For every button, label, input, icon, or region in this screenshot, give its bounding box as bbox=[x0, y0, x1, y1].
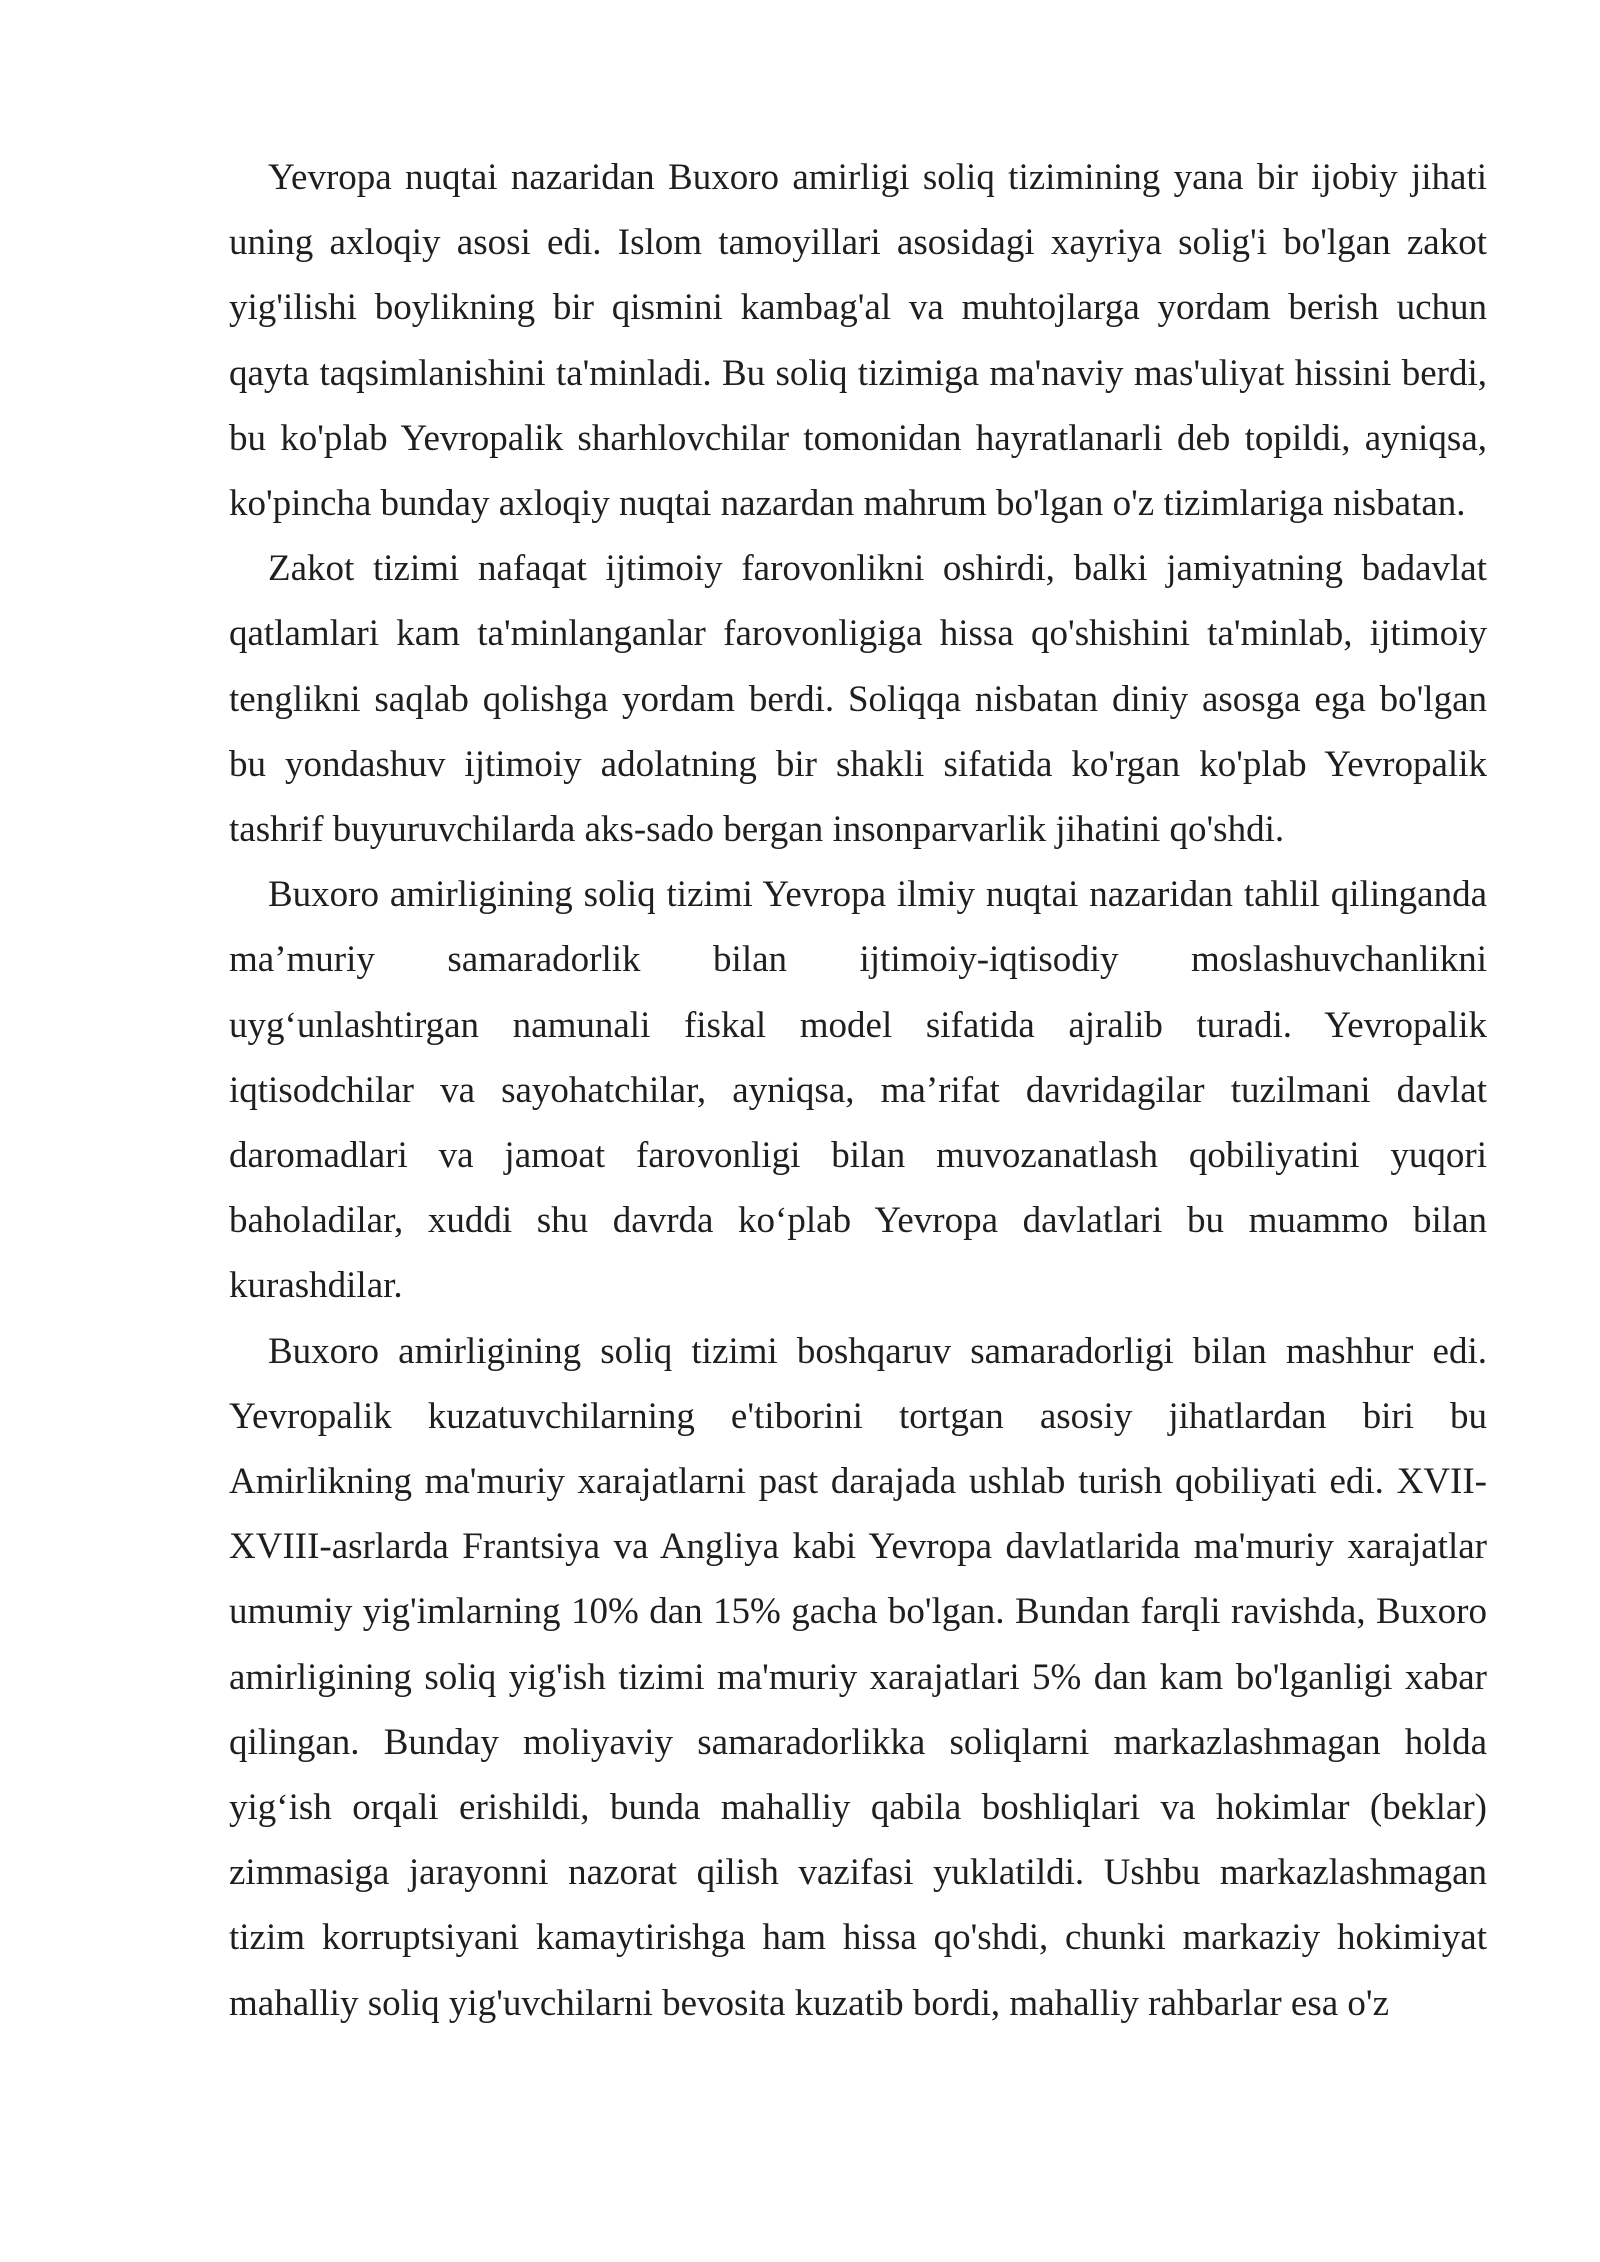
document-page bbox=[229, 145, 1487, 2036]
paragraph-zakot-moral-basis: Yevropa nuqtai nazaridan Buxoro amirligi soliq tizimining yana bir ijobiy jihati uning axloqiy asosi edi. Islom tamoyillari asosidagi xayriya solig'i bo'lgan zakot yig'ilishi boylikning bir qismini kambag'al va muhtojlarga yordam berish uchun qayta taqsimlanishini ta'minladi. Bu soliq tizimiga ma'naviy mas'uliyat hissini berdi, bu ko'plab Yevropalik sharhlovchilar tomonidan hayratlanarli deb topildi, ayniqsa, ko'pincha bunday axloqiy nuqtai nazardan mahrum bo'lgan o'z tizimlariga nisbatan. bbox=[229, 157, 1487, 525]
paragraph-fiscal-model: Buxoro amirligining soliq tizimi Yevropa ilmiy nuqtai nazaridan tahlil qilinganda ma’muriy samaradorlik bilan ijtimoiy-iqtisodiy moslashuvchanlikni uyg‘unlashtirgan namunali fiskal model sifatida ajralib turadi. Yevropalik iqtisodchilar va sayohatchilar, ayniqsa, ma’rifat davridagilar tuzilmani davlat daromadlari va jamoat farovonligi bilan muvozanatlash qobiliyatini yuqori baholadilar, xuddi shu davrda ko‘plab Yevropa davlatlari bu muammo bilan kurashdilar. bbox=[229, 874, 1487, 1307]
paragraph-administrative-efficiency: Buxoro amirligining soliq tizimi boshqaruv samaradorligi bilan mashhur edi. Yevropalik kuzatuvchilarning e'tiborini tortgan asosiy jihatlardan biri bu Amirlikning ma'muriy xarajatlarni past darajada ushlab turish qobiliyati edi. XVII-XVIII-asrlarda Frantsiya va Angliya kabi Yevropa davlatlarida ma'muriy xarajatlar umumiy yig'imlarning 10% dan 15% gacha bo'lgan. Bundan farqli ravishda, Buxoro amirligining soliq yig'ish tizimi ma'muriy xarajatlari 5% dan kam bo'lganligi xabar qilingan. Bunday moliyaviy samaradorlikka soliqlarni markazlashmagan holda yig‘ish orqali erishildi, bunda mahalliy qabila boshliqlari va hokimlar (beklar) zimmasiga jarayonni nazorat qilish vazifasi yuklatildi. Ushbu markazlashmagan tizim korruptsiyani kamaytirishga ham hissa qo'shdi, chunki markaziy hokimiyat mahalliy soliq yig'uvchilarni bevosita kuzatib bordi, mahalliy rahbarlar esa o'z bbox=[229, 1330, 1487, 2024]
paragraph-zakot-social-equality: Zakot tizimi nafaqat ijtimoiy farovonlikni oshirdi, balki jamiyatning badavlat qatlamlari kam ta'minlanganlar farovonligiga hissa qo'shishini ta'minlab, ijtimoiy tenglikni saqlab qolishga yordam berdi. Soliqqa nisbatan diniy asosga ega bo'lgan bu yondashuv ijtimoiy adolatning bir shakli sifatida ko'rgan ko'plab Yevropalik tashrif buyuruvchilarda aks-sado bergan insonparvarlik jihatini qo'shdi. bbox=[229, 548, 1487, 851]
